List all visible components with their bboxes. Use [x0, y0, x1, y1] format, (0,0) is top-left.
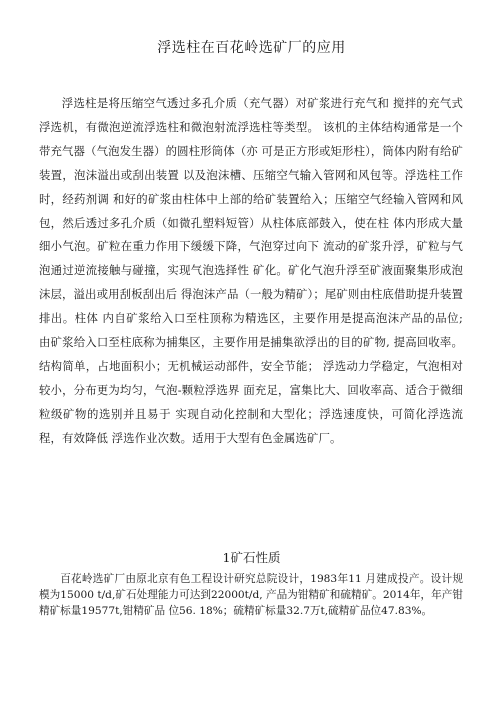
section-heading: 1矿石性质 — [222, 550, 281, 565]
intro-paragraph: 浮选柱是将压缩空气透过多孔介质（充气器）对矿浆进行充气和 搅拌的充气式浮选机，有微泡逆流浮选柱和微泡射流浮选柱等类型。 该机的主体结构通常是一个带充气器（气泡发生器）的圆柱形筒体（亦 可是正方形或矩形柱），筒体内附有给矿装置，泡沫溢出或刮出装置 以及泡沫槽、压缩空气输入管网和风包等。浮选柱工作时，经药剂调 和好的矿浆由柱体中上部的给矿装置给入；压缩空气经输入管网和风 包，然后透过多孔介质（如微孔塑料短管）从柱体底部鼓入，使在柱 体内形成大量细小气泡。矿粒在重力作用下缓缓下降，气泡穿过向下 流动的矿浆升浮，矿粒与气泡通过逆流接触与碰撞，实现气泡选择性 矿化。矿化气泡升浮至矿液面聚集形成泡沫层，溢出或用刮板刮出后 得泡沫产品（一般为精矿）；尾矿则由柱底借助提升装置排出。柱体 内自矿浆给入口至柱顶称为精选区，主要作用是提高泡沫产品的品位; 由矿浆给入口至柱底称为捕集区，主要作用是捕集欲浮出的目的矿物, 提高回收率。结构简单，占地面积小；无机械运动部件，安全节能； 浮选动力学稳定，气泡相对较小，分布更为均匀，气泡-颗粒浮选界 面充足，富集比大、回收率高、适合于微细粒级矿物的选别并且易于 实现自动化控制和大型化；浮选速度快，可简化浮选流程，有效降低 浮选作业次数。适用于大型有色金属选矿厂。 — [39, 96, 463, 445]
document-title: 浮选柱在百花岭选矿厂的应用 — [157, 40, 346, 56]
section-paragraph: 百花岭选矿厂由原北京有色工程设计研究总院设计，1983年11 月建成投产。设计规模为15000 t/d,矿石处理能力可达到22000t/d, 产品为钳精矿和硫精矿。2014年，年产钳精矿标量19577t,钳精矿品 位56. 18%；硫精矿标量32.7万t,硫精矿品位47.83%。 — [39, 573, 463, 617]
